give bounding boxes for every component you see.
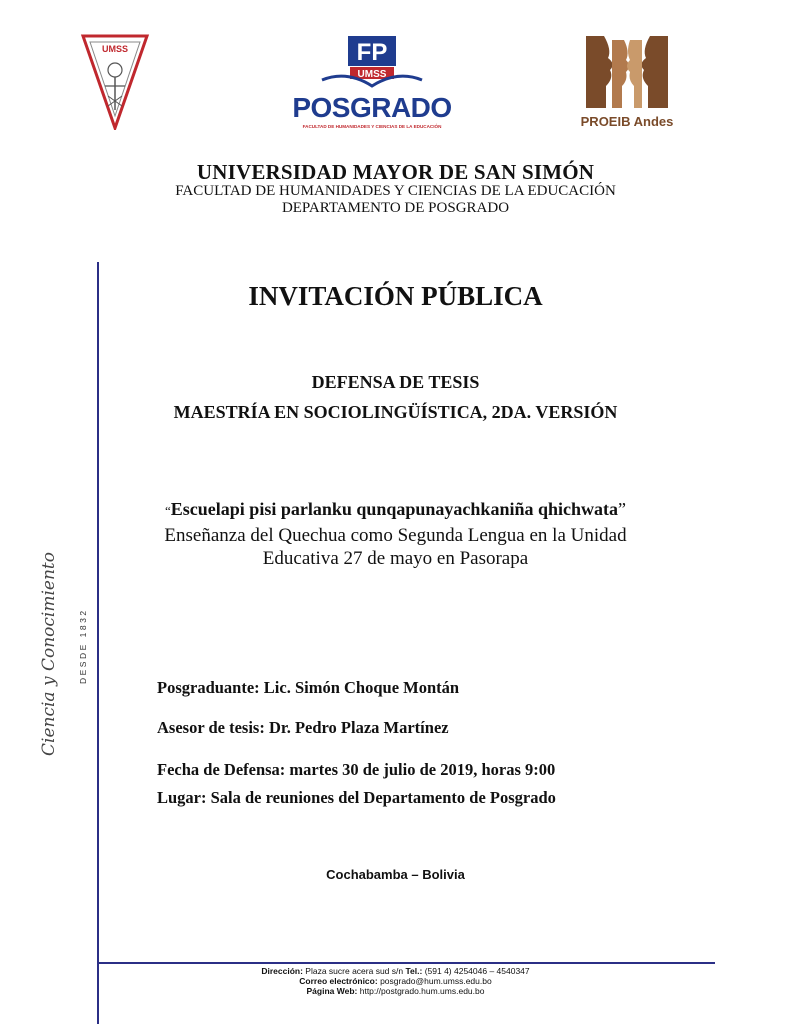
location-text: Cochabamba – Bolivia	[326, 867, 465, 882]
footer-web-line	[0, 986, 791, 996]
posgrado-mark-umss: UMSS	[357, 69, 387, 80]
footer-address-line	[0, 966, 791, 976]
proeib-wordmark: PROEIB Andes	[580, 114, 674, 129]
thesis-spanish-line-1: Enseñanza del Quechua como Segunda Lengua en la Unidad	[164, 525, 627, 546]
email-label: Correo electrónico:	[299, 976, 378, 986]
document-title: INVITACIÓN PÚBLICA	[248, 281, 543, 311]
faculty-name: FACULTAD DE HUMANIDADES Y CIENCIAS DE LA EDUCACIÓN	[175, 183, 616, 199]
motto-since: DESDE 1832	[78, 608, 88, 684]
posgrado-logo	[292, 30, 452, 130]
address-value: Plaza sucre acera sud s/n	[305, 966, 404, 976]
posgrado-wordmark: POSGRADO	[292, 92, 452, 123]
department-name: DEPARTAMENTO DE POSGRADO	[281, 200, 510, 216]
address-label: Dirección:	[261, 966, 303, 976]
motto-text: Ciencia y Conocimiento	[39, 552, 59, 756]
footer-email-line	[0, 976, 791, 986]
defense-date-info: Fecha de Defensa: martes 30 de julio de 2019, horas 9:00	[157, 760, 556, 779]
umss-logo-text: UMSS	[101, 44, 129, 54]
phone-label: Tel.:	[405, 966, 423, 976]
web-link[interactable]: http://postgrado.hum.ums.edu.bo	[359, 986, 485, 996]
email-value[interactable]: posgrado@hum.umss.edu.bo	[380, 976, 492, 986]
open-quote: “	[165, 503, 171, 518]
footer-rule	[97, 962, 715, 964]
proeib-logo	[578, 30, 676, 134]
thesis-spanish-line-2: Educativa 27 de mayo en Pasorapa	[262, 548, 529, 569]
program-name: MAESTRÍA EN SOCIOLINGÜÍSTICA, 2DA. VERSIÓN	[173, 402, 618, 422]
event-type: DEFENSA DE TESIS	[311, 372, 480, 392]
thesis-quechua-title	[0, 499, 791, 520]
umss-logo	[80, 30, 150, 130]
posgrado-mark-letters: FP	[356, 39, 388, 66]
posgrado-subtitle: FACULTAD DE HUMANIDADES Y CIENCIAS DE LA EDUCACIÓN	[302, 124, 442, 129]
quechua-title-text: Escuelapi pisi parlanku qunqapunayachkaniña qhichwata	[170, 499, 618, 519]
venue-info: Lugar: Sala de reuniones del Departamento de Posgrado	[157, 788, 556, 807]
phone-value: (591 4) 4254046 – 4540347	[424, 966, 530, 976]
web-label: Página Web:	[306, 986, 358, 996]
graduate-info: Posgraduante: Lic. Simón Choque Montán	[157, 678, 460, 697]
close-quote: ”	[617, 499, 626, 519]
advisor-info: Asesor de tesis: Dr. Pedro Plaza Martínez	[157, 718, 449, 737]
university-name: UNIVERSIDAD MAYOR DE SAN SIMÓN	[196, 160, 595, 184]
